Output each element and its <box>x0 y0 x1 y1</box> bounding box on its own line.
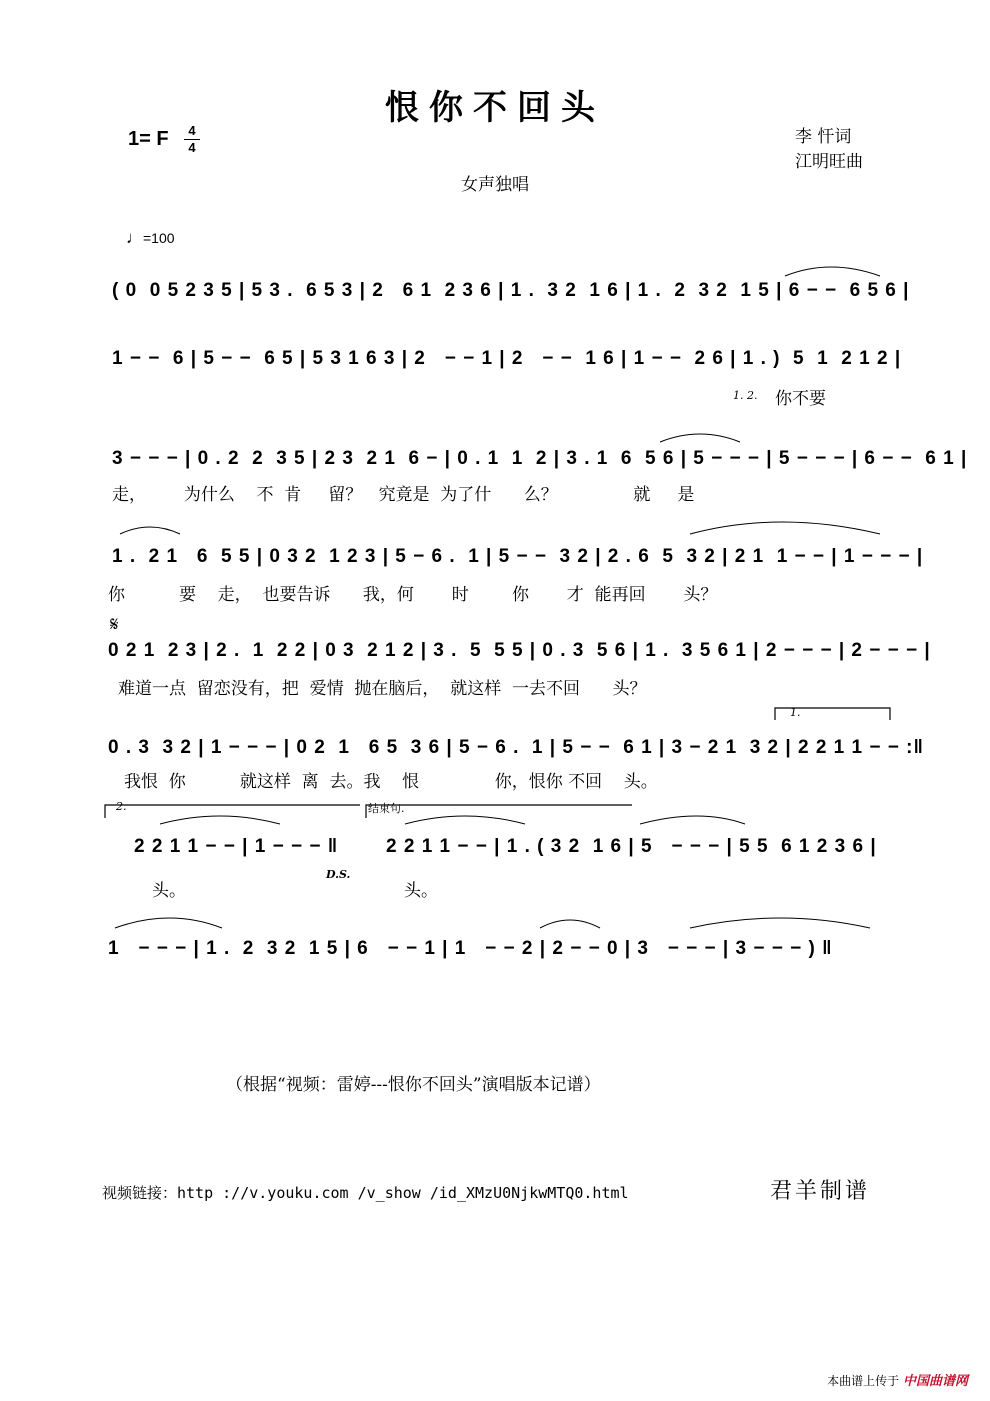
tie-arc <box>785 267 880 276</box>
tie-arc <box>160 816 280 824</box>
upload-notice <box>827 1370 968 1389</box>
score-row-8: 1 − − − | 1 . 2 3 2 1 5 | 6 − − 1 | 1 − − 2 | 2 − − 0 | 3 − − − | 3 − − − ) ‖ <box>108 938 833 959</box>
segno-icon: 𝄋 <box>110 612 119 636</box>
key-signature: 1= F <box>128 128 169 150</box>
tie-arc <box>120 527 180 534</box>
time-signature <box>184 124 200 155</box>
tie-arc <box>640 816 745 824</box>
score-row-4: 1 . 2 1 6 5 5 | 0 3 2 1 2 3 | 5 − 6 . 1 | 5 − − 3 2 | 2 . 6 5 3 2 | 2 1 1 − − | 1 − − − | <box>112 546 924 567</box>
score-row-5: 0 2 1 2 3 | 2 . 1 2 2 | 0 3 2 1 2 | 3 . 5 5 5 | 0 . 3 5 6 | 1 . 3 5 6 1 | 2 − − − | 2 − − − | <box>108 640 931 661</box>
coda-bracket <box>366 805 632 818</box>
transcriber-signature: 君羊制谱 <box>770 1179 871 1204</box>
lyrics-row-3: 走， 为什么 不 肯 留？ 究竟是 为了什 么？ 就 是 <box>112 485 695 505</box>
score-row-1: ( 0 0 5 2 3 5 | 5 3 . 6 5 3 | 2 6 1 2 3 6 | 1 . 3 2 1 6 | 1 . 2 3 2 1 5 | 6 − − 6 5 6 | <box>112 280 910 301</box>
score-row-7b: 2 2 1 1 − − | 1 . ( 3 2 1 6 | 5 − − − | 5 5 6 1 2 3 6 | <box>386 836 877 857</box>
ds-marking: D.S. <box>326 868 351 881</box>
volta-2-bracket <box>105 805 360 818</box>
lyrics-row-5: 难道一点 留恋没有，把 爱情 抛在脑后， 就这样 一去不回 头？ <box>118 679 647 699</box>
lyrics-row-2: 你不要 <box>775 389 826 409</box>
tempo-value: =100 <box>143 230 175 246</box>
tie-arc <box>660 434 740 442</box>
verse-number: 1. 2. <box>733 389 758 402</box>
lyrics-row-4: 你 要 走， 也要告诉 我，何 时 你 才 能再回 头？ <box>108 585 718 605</box>
performance-type: 女声独唱 <box>461 175 529 195</box>
time-signature-top: 4 <box>188 123 196 138</box>
upload-text: 本曲谱上传于 <box>827 1374 900 1388</box>
score-title: 恨你不回头 <box>385 88 605 128</box>
lyrics-row-7b: 头。 <box>404 881 438 901</box>
coda-label: 结束句. <box>368 802 405 815</box>
tie-arc <box>115 918 222 928</box>
lyrics-row-6: 我恨 你 就这样 离 去。我 恨 你，恨你 不回 头。 <box>124 772 658 792</box>
tie-arc <box>540 920 600 928</box>
score-row-7a: 2 2 1 1 − − | 1 − − − ‖ <box>134 836 339 857</box>
score-row-3: 3 − − − | 0 . 2 2 3 5 | 2 3 2 1 6 − | 0 . 1 1 2 | 3 . 1 6 5 6 | 5 − − − | 5 − − − | 6 − − 6 1 | <box>112 448 968 469</box>
quarter-note-icon: ♩ <box>126 228 143 247</box>
video-link: 视频链接：http ://v.youku.com /v_show /id_XMzU0NjkwMTQ0.html <box>102 1184 629 1202</box>
source-note: （根据“视频：雷婷---恨你不回头”演唱版本记谱） <box>226 1075 601 1095</box>
volta-1-label: 1. <box>790 706 801 719</box>
volta-2-label: 2. <box>116 800 127 813</box>
lyrics-row-7a: 头。 <box>152 881 186 901</box>
tie-arc <box>690 918 870 928</box>
score-row-6: 0 . 3 3 2 | 1 − − − | 0 2 1 6 5 3 6 | 5 − 6 . 1 | 5 − − 6 1 | 3 − 2 1 3 2 | 2 2 1 1 − − :‖ <box>108 737 924 758</box>
tempo-marking <box>126 228 175 248</box>
composer-credit: 江明旺曲 <box>795 152 863 172</box>
lyricist-credit: 李 忓词 <box>795 127 852 147</box>
site-logo: 中国曲谱网 <box>902 1374 968 1389</box>
tie-arc <box>405 816 525 824</box>
score-row-2: 1 − − 6 | 5 − − 6 5 | 5 3 1 6 3 | 2 − − 1 | 2 − − 1 6 | 1 − − 2 6 | 1 . ) 5 1 2 1 2 | <box>112 348 902 369</box>
tie-arc <box>690 522 880 534</box>
time-signature-bottom: 4 <box>188 140 196 155</box>
